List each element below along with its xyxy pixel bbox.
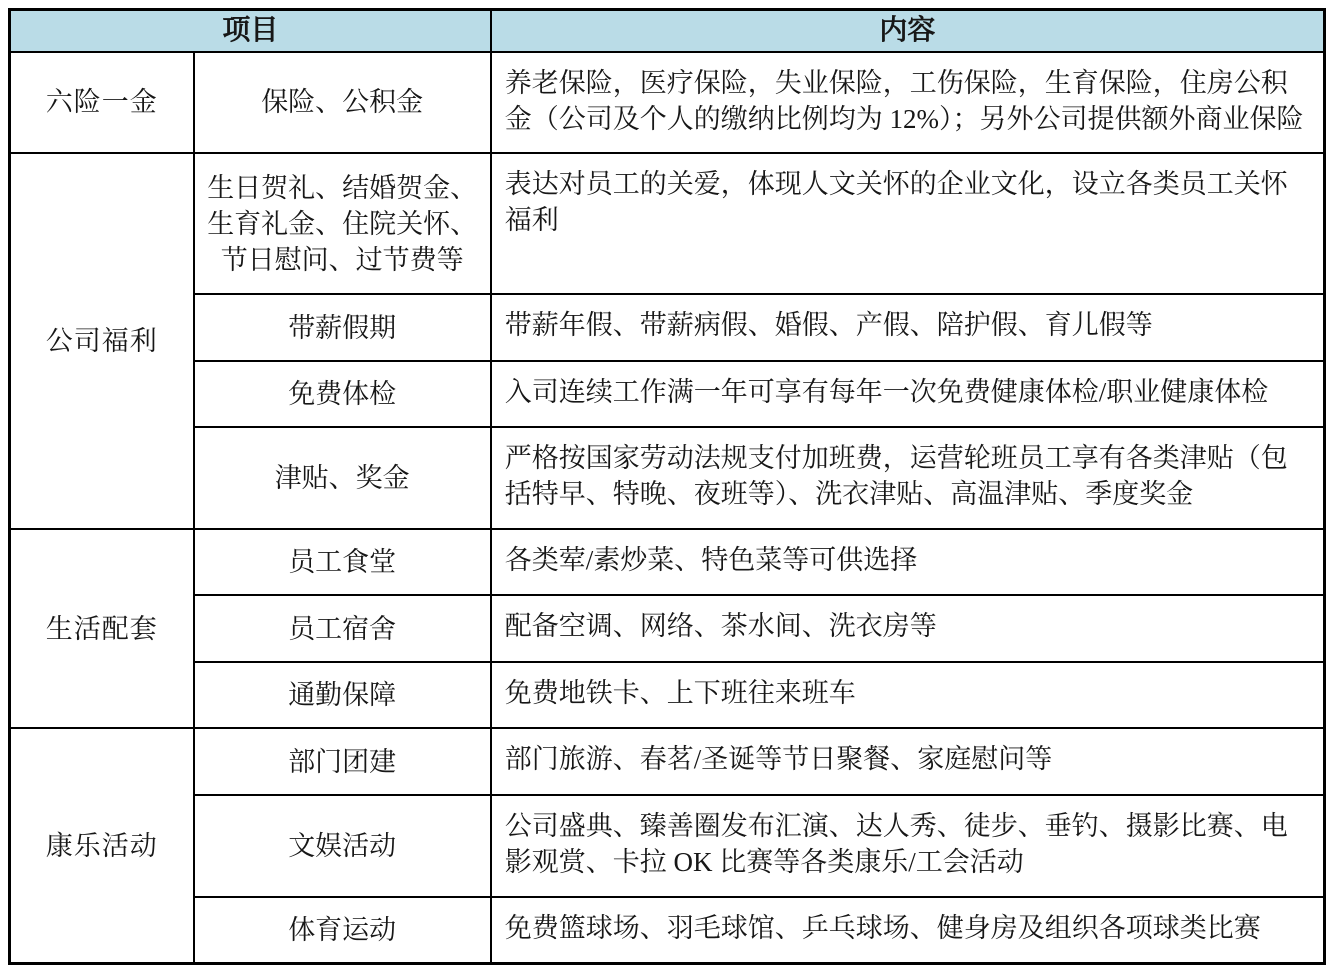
- item-cell: 生日贺礼、结婚贺金、生育礼金、住院关怀、节日慰问、过节费等: [194, 153, 491, 294]
- content-cell: 严格按国家劳动法规支付加班费，运营轮班员工享有各类津贴（包括特早、特晚、夜班等）、洗衣津贴、高温津贴、季度奖金: [491, 427, 1325, 529]
- category-cell: 六险一金: [10, 52, 194, 154]
- item-cell: 员工宿舍: [194, 595, 491, 661]
- item-cell: 带薪假期: [194, 294, 491, 360]
- item-cell: 文娱活动: [194, 795, 491, 897]
- content-cell: 入司连续工作满一年可享有每年一次免费健康体检/职业健康体检: [491, 361, 1325, 427]
- table-row: [10, 361, 1325, 427]
- item-cell: 部门团建: [194, 728, 491, 794]
- item-cell: 体育运动: [194, 897, 491, 964]
- content-cell: 免费地铁卡、上下班往来班车: [491, 662, 1325, 728]
- item-cell: 通勤保障: [194, 662, 491, 728]
- content-cell: 带薪年假、带薪病假、婚假、产假、陪护假、育儿假等: [491, 294, 1325, 360]
- item-cell: 免费体检: [194, 361, 491, 427]
- table-row: [10, 294, 1325, 360]
- table-row: [10, 529, 1325, 595]
- table-row: [10, 427, 1325, 529]
- table-row: [10, 595, 1325, 661]
- content-cell: 表达对员工的关爱，体现人文关怀的企业文化，设立各类员工关怀福利: [491, 153, 1325, 294]
- table-row: [10, 52, 1325, 154]
- benefits-table: [8, 8, 1326, 965]
- table-header: [10, 10, 1325, 52]
- item-cell: 保险、公积金: [194, 52, 491, 154]
- content-cell: 公司盛典、臻善圈发布汇演、达人秀、徒步、垂钓、摄影比赛、电影观赏、卡拉 OK 比赛等各类康乐/工会活动: [491, 795, 1325, 897]
- table-body: [10, 52, 1325, 964]
- table-row: [10, 662, 1325, 728]
- item-cell: 津贴、奖金: [194, 427, 491, 529]
- table-row: [10, 153, 1325, 294]
- header-cell-item: 项目: [10, 10, 491, 52]
- header-row: [10, 10, 1325, 52]
- table-row: [10, 728, 1325, 794]
- content-cell: 各类荤/素炒菜、特色菜等可供选择: [491, 529, 1325, 595]
- category-cell: 公司福利: [10, 153, 194, 529]
- content-cell: 部门旅游、春茗/圣诞等节日聚餐、家庭慰问等: [491, 728, 1325, 794]
- content-cell: 养老保险，医疗保险，失业保险，工伤保险，生育保险，住房公积金（公司及个人的缴纳比例均为 12%）；另外公司提供额外商业保险: [491, 52, 1325, 154]
- table-row: [10, 795, 1325, 897]
- item-cell: 员工食堂: [194, 529, 491, 595]
- category-cell: 康乐活动: [10, 728, 194, 963]
- category-cell: 生活配套: [10, 529, 194, 728]
- content-cell: 配备空调、网络、茶水间、洗衣房等: [491, 595, 1325, 661]
- header-cell-content: 内容: [491, 10, 1325, 52]
- table-row: [10, 897, 1325, 964]
- content-cell: 免费篮球场、羽毛球馆、乒乓球场、健身房及组织各项球类比赛: [491, 897, 1325, 964]
